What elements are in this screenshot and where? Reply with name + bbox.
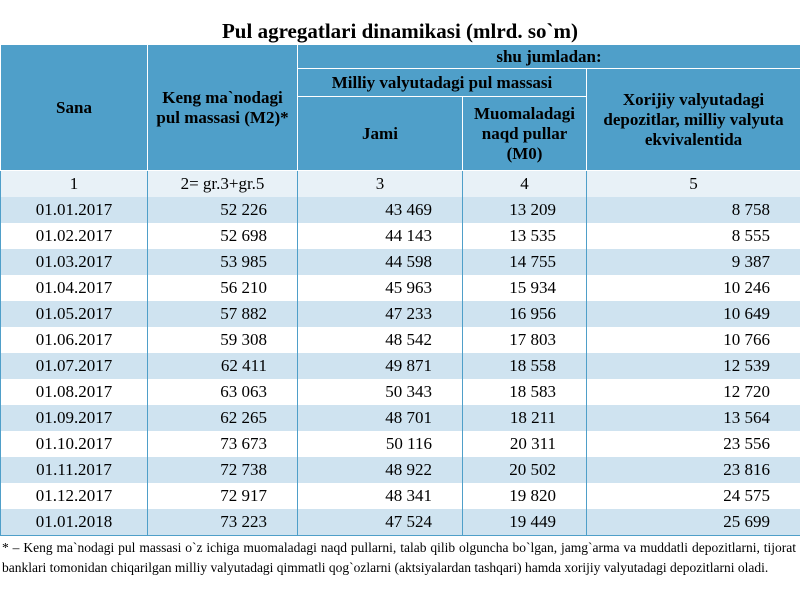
m0-cell: 20 502: [463, 457, 587, 483]
date-cell: 01.07.2017: [1, 353, 148, 379]
index-cell: 5: [587, 171, 800, 198]
jami-cell: 44 143: [298, 223, 463, 249]
m2-cell: 53 985: [148, 249, 298, 275]
header-shu-jumladan: shu jumladan:: [298, 45, 800, 69]
m2-cell: 72 738: [148, 457, 298, 483]
index-cell: 1: [1, 171, 148, 198]
m0-cell: 13 535: [463, 223, 587, 249]
header-xorijiy: Xorijiy valyutadagi depozitlar, milliy valyuta ekvivalentida: [587, 69, 800, 171]
xorijiy-cell: 13 564: [587, 405, 800, 431]
m2-cell: 59 308: [148, 327, 298, 353]
date-cell: 01.01.2018: [1, 509, 148, 536]
header-sana: Sana: [1, 45, 148, 171]
xorijiy-cell: 23 556: [587, 431, 800, 457]
table-row: [1, 509, 800, 536]
xorijiy-cell: 9 387: [587, 249, 800, 275]
xorijiy-cell: 8 758: [587, 197, 800, 223]
date-cell: 01.09.2017: [1, 405, 148, 431]
money-aggregates-table: [0, 44, 800, 536]
m0-cell: 18 558: [463, 353, 587, 379]
jami-cell: 48 701: [298, 405, 463, 431]
m0-cell: 19 449: [463, 509, 587, 536]
table-row: [1, 327, 800, 353]
m2-cell: 62 265: [148, 405, 298, 431]
jami-cell: 48 542: [298, 327, 463, 353]
jami-cell: 50 343: [298, 379, 463, 405]
xorijiy-cell: 10 766: [587, 327, 800, 353]
table-body: [1, 171, 800, 536]
m0-cell: 16 956: [463, 301, 587, 327]
xorijiy-cell: 12 539: [587, 353, 800, 379]
jami-cell: 45 963: [298, 275, 463, 301]
jami-cell: 47 233: [298, 301, 463, 327]
xorijiy-cell: 8 555: [587, 223, 800, 249]
table-row: [1, 483, 800, 509]
index-cell: 3: [298, 171, 463, 198]
table-row: [1, 457, 800, 483]
date-cell: 01.06.2017: [1, 327, 148, 353]
table-row: [1, 275, 800, 301]
m2-cell: 52 698: [148, 223, 298, 249]
jami-cell: 43 469: [298, 197, 463, 223]
index-cell: 4: [463, 171, 587, 198]
m2-cell: 73 223: [148, 509, 298, 536]
jami-cell: 50 116: [298, 431, 463, 457]
date-cell: 01.05.2017: [1, 301, 148, 327]
xorijiy-cell: 10 246: [587, 275, 800, 301]
m2-cell: 52 226: [148, 197, 298, 223]
m2-cell: 72 917: [148, 483, 298, 509]
table-header: [1, 45, 800, 171]
table-row: [1, 249, 800, 275]
xorijiy-cell: 25 699: [587, 509, 800, 536]
date-cell: 01.12.2017: [1, 483, 148, 509]
m0-cell: 13 209: [463, 197, 587, 223]
footnote: * – Keng ma`nodagi pul massasi o`z ichiga muomaladagi naqd pullarni, talab qilib olguncha bo`lgan, jamg`arma va muddatli depozitlarni, tijorat banklari tomonidan chiqarilgan milliy valyutadagi qimmatli qog`ozlarni (aktsiyalardan tashqari) hamda xorijiy valyutadagi depozitlarni oladi.: [2, 540, 796, 575]
date-cell: 01.01.2017: [1, 197, 148, 223]
date-cell: 01.02.2017: [1, 223, 148, 249]
jami-cell: 48 341: [298, 483, 463, 509]
page-title: Pul agregatlari dinamikasi (mlrd. so`m): [221, 19, 578, 43]
m0-cell: 18 211: [463, 405, 587, 431]
header-milliy: Milliy valyutadagi pul massasi: [298, 69, 587, 97]
date-cell: 01.08.2017: [1, 379, 148, 405]
header-m0: Muomaladagi naqd pullar (M0): [463, 97, 587, 171]
header-jami: Jami: [298, 97, 463, 171]
xorijiy-cell: 24 575: [587, 483, 800, 509]
jami-cell: 48 922: [298, 457, 463, 483]
xorijiy-cell: 12 720: [587, 379, 800, 405]
table-row: [1, 431, 800, 457]
date-cell: 01.03.2017: [1, 249, 148, 275]
table-row: [1, 379, 800, 405]
m0-cell: 17 803: [463, 327, 587, 353]
table-row: [1, 301, 800, 327]
jami-cell: 44 598: [298, 249, 463, 275]
m0-cell: 14 755: [463, 249, 587, 275]
m0-cell: 19 820: [463, 483, 587, 509]
table-row: [1, 353, 800, 379]
m0-cell: 18 583: [463, 379, 587, 405]
jami-cell: 49 871: [298, 353, 463, 379]
xorijiy-cell: 10 649: [587, 301, 800, 327]
m2-cell: 56 210: [148, 275, 298, 301]
date-cell: 01.11.2017: [1, 457, 148, 483]
m2-cell: 73 673: [148, 431, 298, 457]
m0-cell: 15 934: [463, 275, 587, 301]
m2-cell: 62 411: [148, 353, 298, 379]
table-row: [1, 405, 800, 431]
m2-cell: 63 063: [148, 379, 298, 405]
table-row: [1, 223, 800, 249]
date-cell: 01.04.2017: [1, 275, 148, 301]
table-row: [1, 197, 800, 223]
index-cell: 2= gr.3+gr.5: [148, 171, 298, 198]
jami-cell: 47 524: [298, 509, 463, 536]
m0-cell: 20 311: [463, 431, 587, 457]
m2-cell: 57 882: [148, 301, 298, 327]
header-m2: Keng ma`nodagi pul massasi (M2)*: [148, 45, 298, 171]
index-row: [1, 171, 800, 198]
xorijiy-cell: 23 816: [587, 457, 800, 483]
date-cell: 01.10.2017: [1, 431, 148, 457]
